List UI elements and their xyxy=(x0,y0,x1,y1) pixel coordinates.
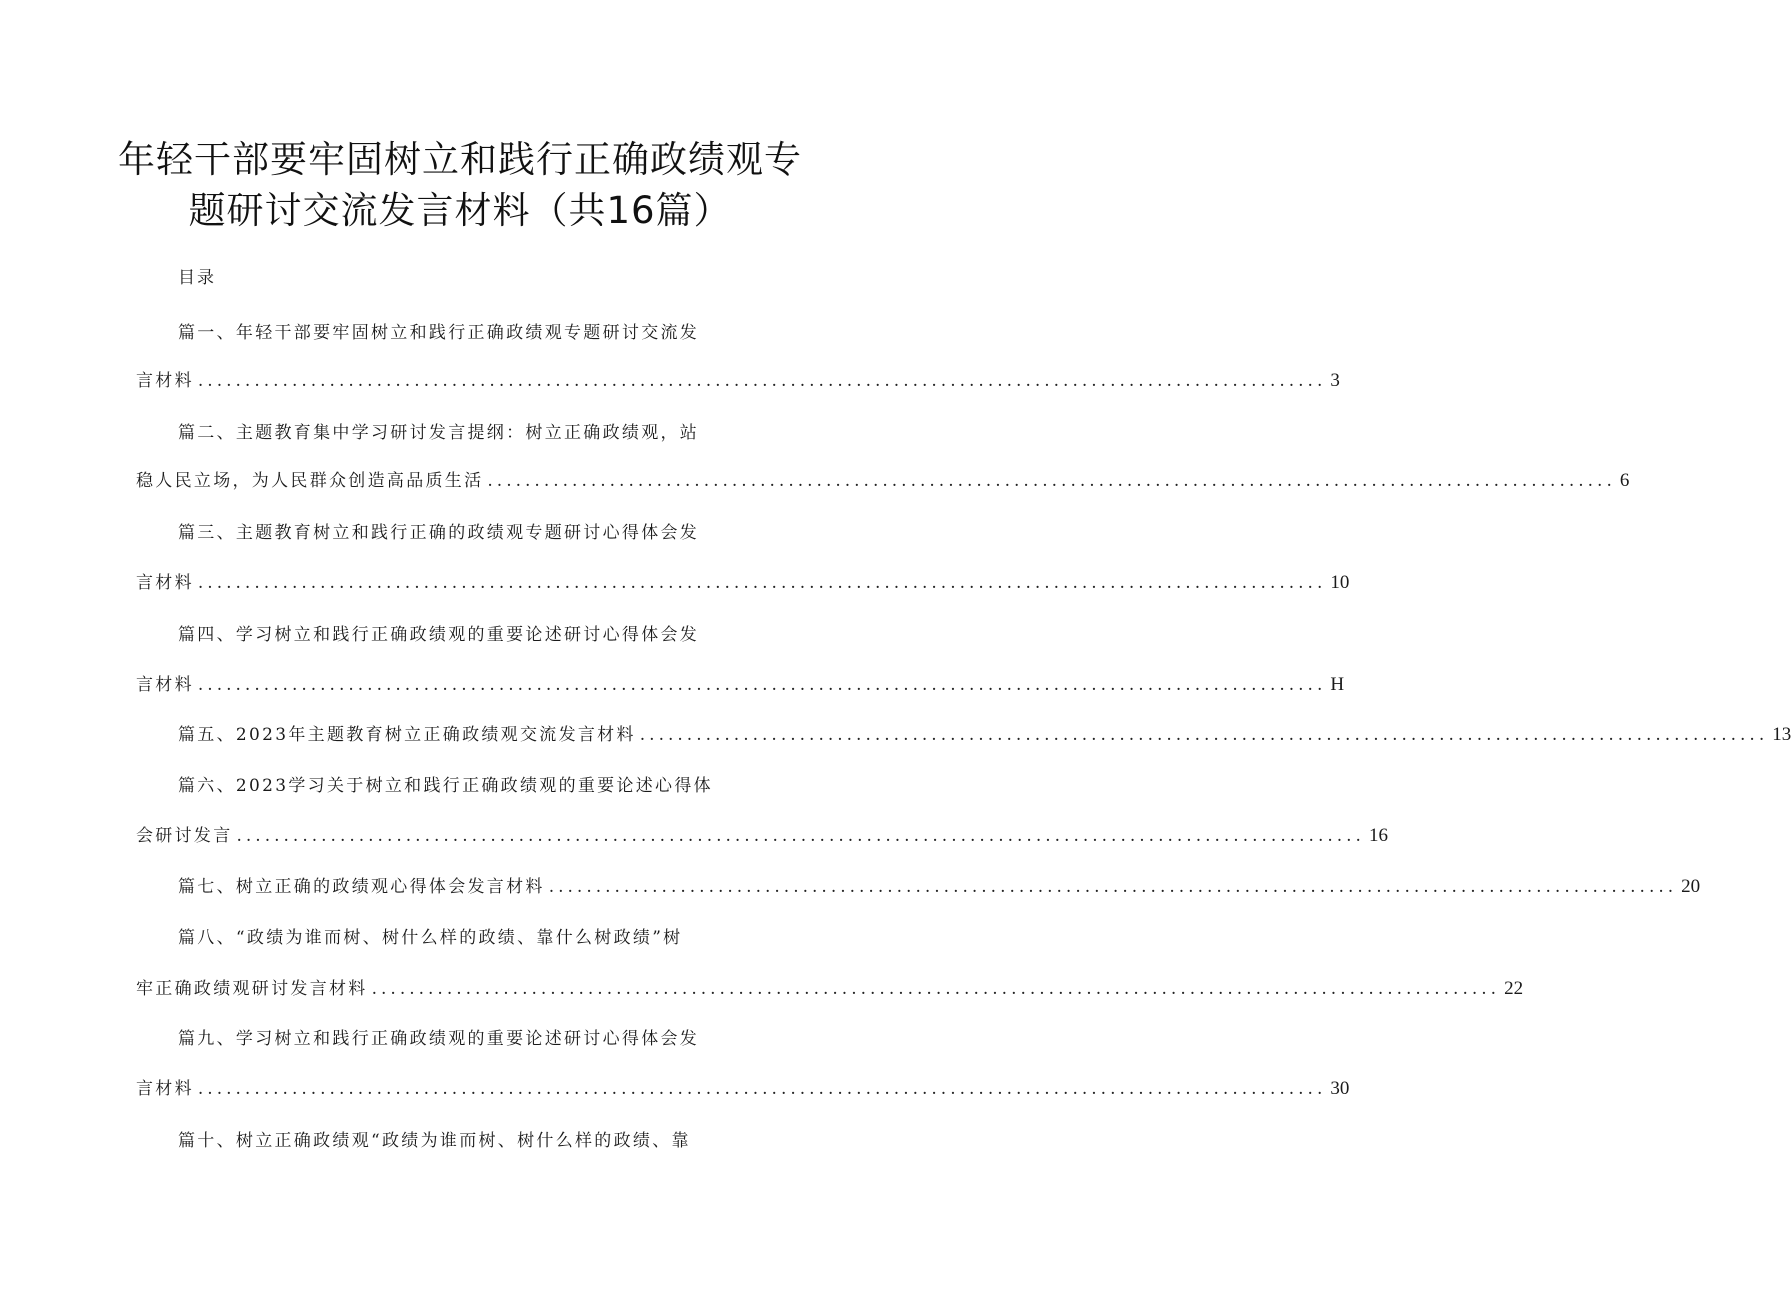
toc-entry-3-line-2[interactable] xyxy=(136,571,1350,595)
toc-page-number: 6 xyxy=(1619,470,1630,491)
toc-page-number: H xyxy=(1330,674,1345,695)
toc-entry-9-line-2[interactable] xyxy=(136,1077,1350,1101)
toc-entry-3-line-1[interactable]: 篇三、主题教育树立和践行正确的政绩观专题研讨心得体会发 xyxy=(178,523,700,543)
leader-dots: ........................................................................................................................ xyxy=(197,675,1327,695)
toc-entry-7[interactable] xyxy=(178,875,1701,899)
leader-dots: ........................................................................................................................ xyxy=(236,826,1365,846)
toc-page-number: 30 xyxy=(1330,1078,1350,1099)
toc-entry-text: 会研讨发言 xyxy=(136,826,233,846)
toc-entry-text: 稳人民立场，为人民群众创造高品质生活 xyxy=(136,471,484,491)
toc-entry-text: 篇七、树立正确的政绩观心得体会发言材料 xyxy=(178,877,545,897)
toc-entry-5[interactable] xyxy=(178,723,1791,747)
toc-heading: 目录 xyxy=(178,268,216,288)
toc-entry-text: 言材料 xyxy=(136,1079,194,1099)
leader-dots: ........................................................................................................................ xyxy=(487,471,1616,491)
leader-dots: ........................................................................................................................ xyxy=(197,1079,1327,1099)
toc-page-number: 20 xyxy=(1681,876,1701,897)
leader-dots: ........................................................................................................................ xyxy=(548,877,1678,897)
toc-page-number: 13 xyxy=(1772,724,1791,745)
toc-page-number: 22 xyxy=(1504,978,1524,999)
toc-entry-4-line-2[interactable] xyxy=(136,673,1345,697)
document-title-line-1: 年轻干部要牢固树立和践行正确政绩观专 xyxy=(118,138,802,181)
document-title-line-2: 题研讨交流发言材料（共16篇） xyxy=(188,189,732,232)
toc-page-number: 16 xyxy=(1368,825,1388,846)
leader-dots: ........................................................................................................................ xyxy=(371,979,1501,999)
toc-entry-1-line-2[interactable] xyxy=(136,369,1340,393)
toc-entry-text: 牢正确政绩观研讨发言材料 xyxy=(136,979,368,999)
toc-entry-2-line-1[interactable]: 篇二、主题教育集中学习研讨发言提纲：树立正确政绩观，站 xyxy=(178,423,700,443)
leader-dots: ........................................................................................................................ xyxy=(639,725,1769,745)
toc-entry-6-line-2[interactable] xyxy=(136,824,1388,848)
toc-entry-8-line-1[interactable]: 篇八、“政绩为谁而树、树什么样的政绩、靠什么树政绩”树 xyxy=(178,928,683,948)
toc-entry-4-line-1[interactable]: 篇四、学习树立和践行正确政绩观的重要论述研讨心得体会发 xyxy=(178,625,700,645)
toc-entry-1-line-1[interactable]: 篇一、年轻干部要牢固树立和践行正确政绩观专题研讨交流发 xyxy=(178,323,700,343)
toc-page-number: 10 xyxy=(1330,572,1350,593)
toc-page-number: 3 xyxy=(1330,370,1340,391)
toc-entry-text: 言材料 xyxy=(136,675,194,695)
toc-entry-8-line-2[interactable] xyxy=(136,977,1524,1001)
toc-entry-6-line-1[interactable]: 篇六、2023学习关于树立和践行正确政绩观的重要论述心得体 xyxy=(178,776,713,796)
toc-entry-text: 言材料 xyxy=(136,573,194,593)
toc-entry-text: 篇五、2023年主题教育树立正确政绩观交流发言材料 xyxy=(178,725,636,745)
toc-entry-2-line-2[interactable] xyxy=(136,469,1630,493)
toc-entry-10-line-1[interactable]: 篇十、树立正确政绩观“政绩为谁而树、树什么样的政绩、靠 xyxy=(178,1131,691,1151)
leader-dots: ........................................................................................................................ xyxy=(197,371,1327,391)
toc-entry-text: 言材料 xyxy=(136,371,194,391)
toc-entry-9-line-1[interactable]: 篇九、学习树立和践行正确政绩观的重要论述研讨心得体会发 xyxy=(178,1029,700,1049)
leader-dots: ........................................................................................................................ xyxy=(197,573,1327,593)
